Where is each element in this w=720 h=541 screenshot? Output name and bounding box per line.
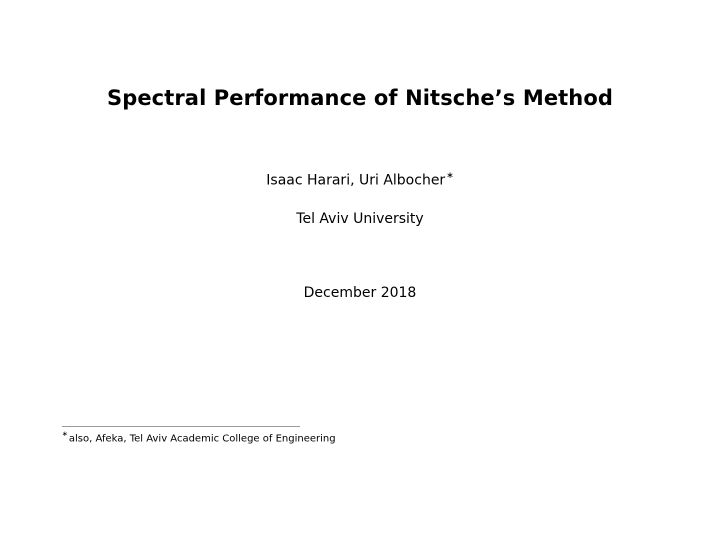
footnote-text: also, Afeka, Tel Aviv Academic College of Engineering [68, 433, 336, 445]
footnote-divider [62, 426, 300, 427]
presentation-date: December 2018 [303, 285, 417, 301]
affiliation: Tel Aviv University [296, 211, 424, 227]
author-footnote-marker: ∗ [446, 171, 454, 181]
footnote [62, 431, 336, 444]
footnote-marker: ∗ [62, 430, 68, 438]
author-line [0, 172, 720, 189]
slide-title: Spectral Performance of Nitsche’s Method [106, 86, 614, 110]
author-names: Isaac Harari, Uri Albocher [266, 172, 446, 189]
